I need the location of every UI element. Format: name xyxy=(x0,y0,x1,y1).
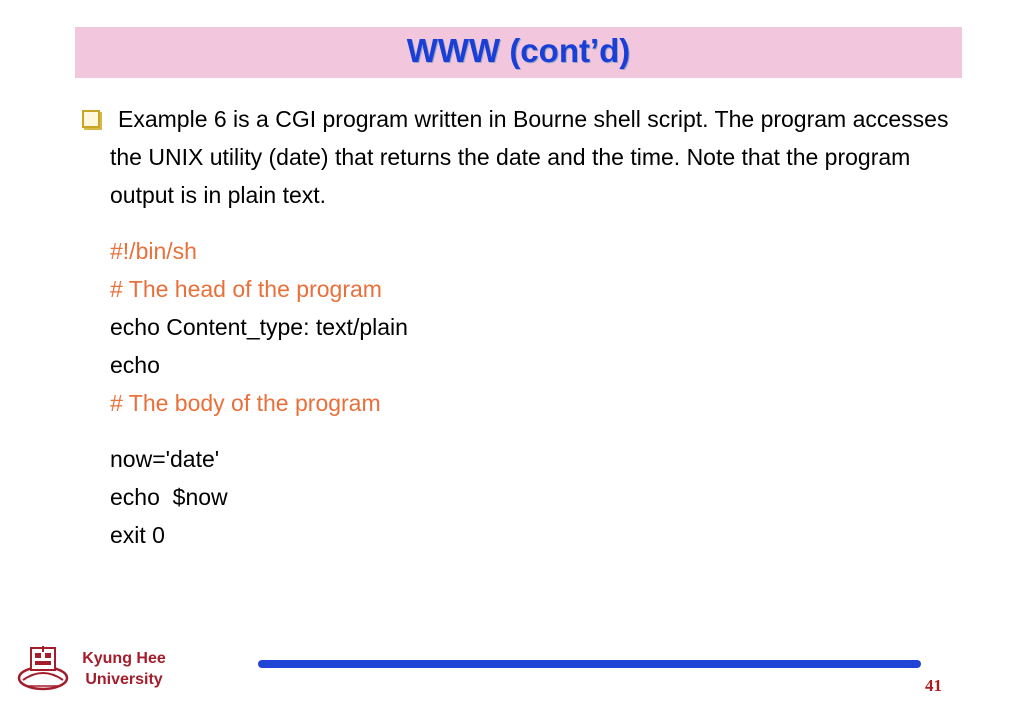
code-line: #!/bin/sh xyxy=(110,238,197,264)
title-bar xyxy=(75,27,962,78)
code-line: echo $now xyxy=(110,484,228,510)
hollow-square-bullet-icon xyxy=(82,110,100,128)
code-line: exit 0 xyxy=(110,522,165,548)
slide-title: WWW (cont’d) xyxy=(406,32,631,69)
code-block-head xyxy=(110,232,408,422)
code-line: # The body of the program xyxy=(110,390,381,416)
code-line: # The head of the program xyxy=(110,276,382,302)
code-line: echo xyxy=(110,352,160,378)
kyung-hee-crest-icon xyxy=(17,644,69,692)
bullet-paragraph: Example 6 is a CGI program written in Bourne shell script. The program accesses the UNIX utility (date) that returns the date and the time. Note that the program output is in plain text. xyxy=(110,106,949,208)
code-block-body xyxy=(110,440,228,554)
university-name: Kyung Hee University xyxy=(82,650,166,688)
footer-divider-bar xyxy=(258,660,921,668)
code-line: echo Content_type: text/plain xyxy=(110,314,408,340)
page-number: 41 xyxy=(925,676,942,695)
code-line: now='date' xyxy=(110,446,220,472)
